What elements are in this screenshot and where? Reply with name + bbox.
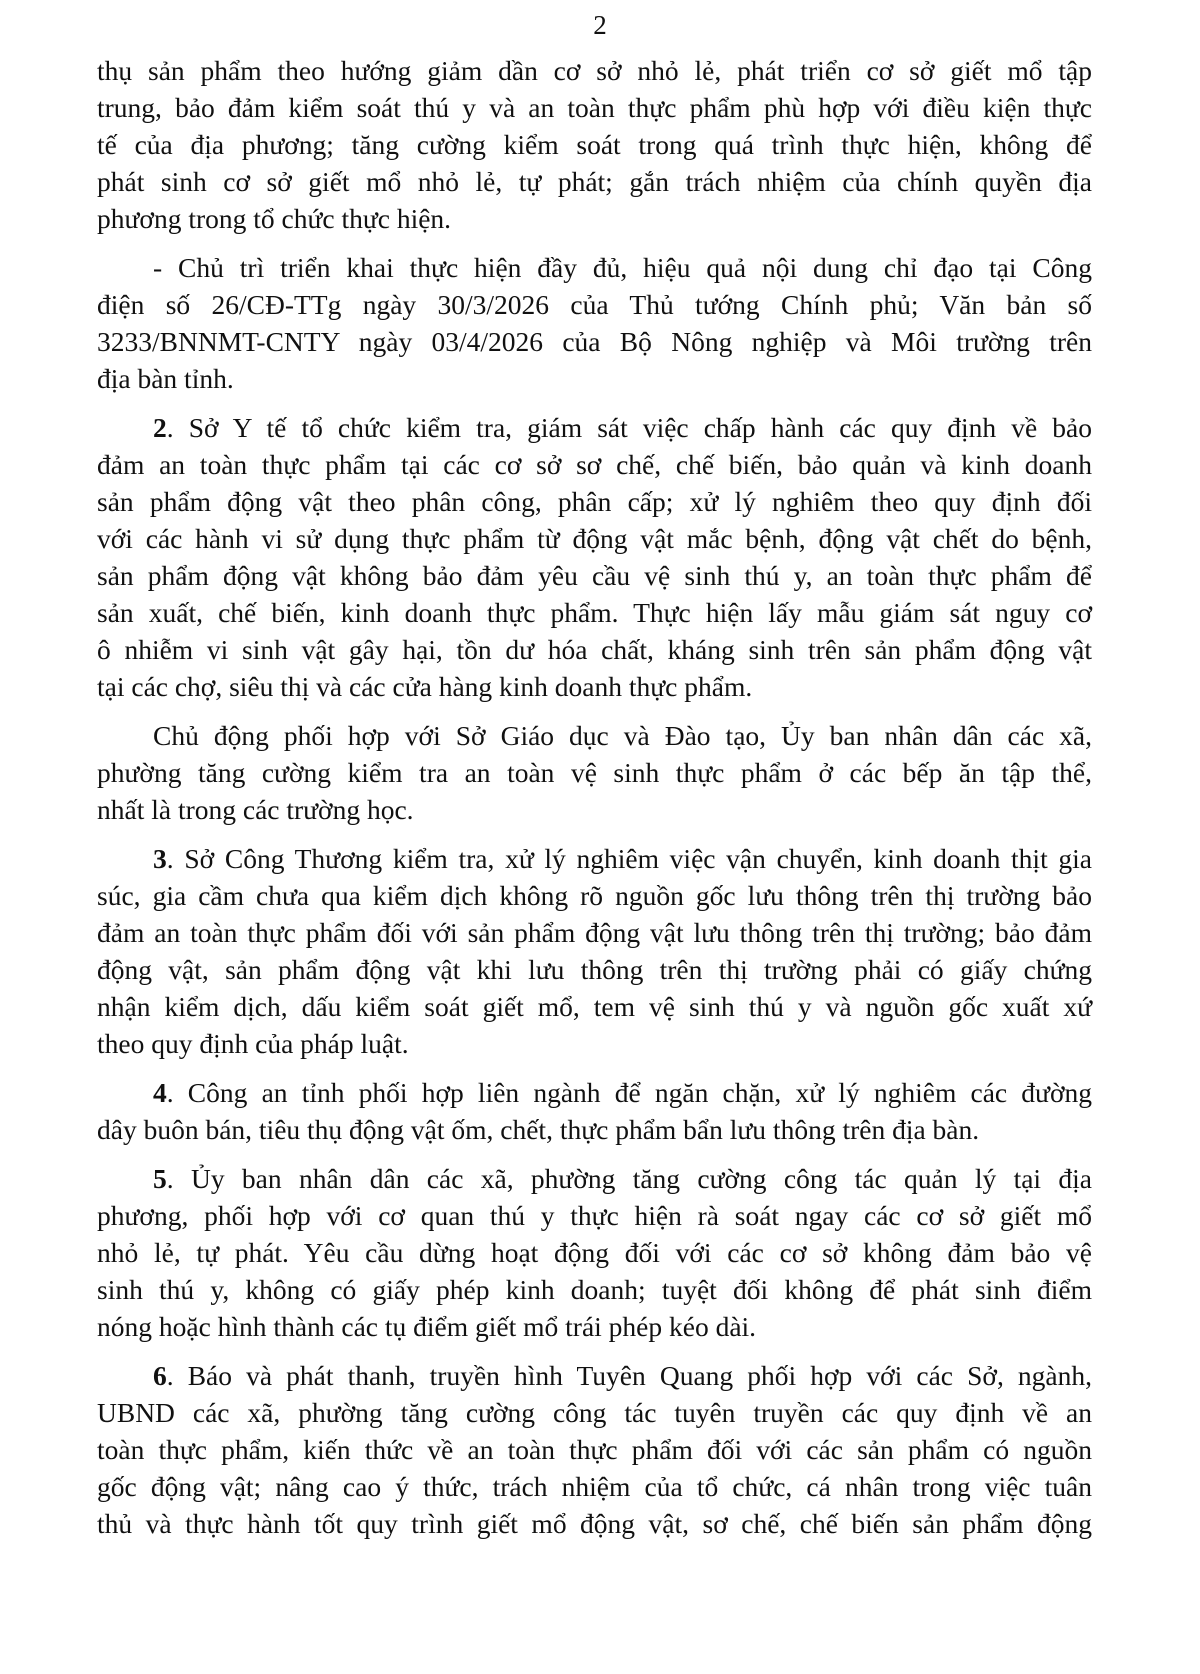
text-line: với các hành vi sử dụng thực phẩm từ động vật mắc bệnh, động vật chết do bệnh, [97,523,1092,554]
text-line: trung, bảo đảm kiểm soát thú y và an toàn thực phẩm phù hợp với điều kiện thực [97,92,1092,123]
text-line: phường tăng cường kiểm tra an toàn vệ sinh thực phẩm ở các bếp ăn tập thể, [97,757,1092,788]
text-line: ô nhiễm vi sinh vật gây hại, tồn dư hóa chất, kháng sinh trên sản phẩm động vật [97,634,1092,665]
paragraph-item-4 [97,1074,1092,1148]
text-line: dây buôn bán, tiêu thụ động vật ốm, chết, thực phẩm bẩn lưu thông trên địa bàn. [97,1114,980,1145]
text-line: gốc động vật; nâng cao ý thức, trách nhiệm của tổ chức, cá nhân trong việc tuân [97,1471,1092,1502]
text-line: phát sinh cơ sở giết mổ nhỏ lẻ, tự phát; gắn trách nhiệm của chính quyền địa [97,166,1092,197]
text-line: sản phẩm động vật không bảo đảm yêu cầu vệ sinh thú y, an toàn thực phẩm để [97,560,1092,591]
text-line: Chủ động phối hợp với Sở Giáo dục và Đào tạo, Ủy ban nhân dân các xã, [153,720,1092,751]
text-line: phương, phối hợp với cơ quan thú y thực hiện rà soát ngay các cơ sở giết mổ [97,1200,1092,1231]
text-line [97,1160,1092,1197]
text-line: nhất là trong các trường học. [97,794,414,825]
text-line: nhỏ lẻ, tự phát. Yêu cầu dừng hoạt động đối với các cơ sở không đảm bảo vệ [97,1237,1092,1268]
paragraph-item-3 [97,840,1092,1062]
text-line: tại các chợ, siêu thị và các cửa hàng kinh doanh thực phẩm. [97,671,753,702]
page-number: 2 [593,10,607,40]
item-number: 4 [153,1077,167,1108]
line-text: . Ủy ban nhân dân các xã, phường tăng cường công tác quản lý tại địa [166,1163,1092,1194]
item-number: 3 [153,843,167,874]
paragraph-coordination [97,717,1092,828]
text-line: đảm an toàn thực phẩm tại các cơ sở sơ chế, chế biến, bảo quản và kinh doanh [97,449,1092,480]
text-line [97,409,1092,446]
paragraph-continuation [97,52,1092,237]
paragraph-bullet-directive [97,249,1092,397]
text-line [97,1074,1092,1111]
text-line: theo quy định của pháp luật. [97,1028,409,1059]
text-line: - Chủ trì triển khai thực hiện đầy đủ, hiệu quả nội dung chỉ đạo tại Công [153,252,1092,283]
text-line: sản xuất, chế biến, kinh doanh thực phẩm. Thực hiện lấy mẫu giám sát nguy cơ [97,597,1092,628]
text-line: động vật, sản phẩm động vật khi lưu thông trên thị trường phải có giấy chứng [97,954,1092,985]
item-number: 5 [153,1163,167,1194]
paragraph-item-2 [97,409,1092,705]
paragraph-item-6 [97,1357,1092,1542]
text-line: sản phẩm động vật theo phân công, phân cấp; xử lý nghiêm theo quy định đối [97,486,1092,517]
text-line: điện số 26/CĐ-TTg ngày 30/3/2026 của Thủ tướng Chính phủ; Văn bản số [97,289,1092,320]
text-line [97,1357,1092,1394]
paragraph-item-5 [97,1160,1092,1345]
text-line: nóng hoặc hình thành các tụ điểm giết mổ trái phép kéo dài. [97,1311,757,1342]
document-body [97,52,1092,1542]
text-line: tế của địa phương; tăng cường kiểm soát trong quá trình thực hiện, không để [97,129,1092,160]
text-line: súc, gia cầm chưa qua kiểm dịch không rõ nguồn gốc lưu thông trên thị trường bảo [97,880,1092,911]
text-line: đảm an toàn thực phẩm đối với sản phẩm động vật lưu thông trên thị trường; bảo đảm [97,917,1092,948]
text-line: toàn thực phẩm, kiến thức về an toàn thực phẩm đối với các sản phẩm có nguồn [97,1434,1092,1465]
line-text: . Sở Y tế tổ chức kiểm tra, giám sát việc chấp hành các quy định về bảo [166,412,1092,443]
line-text: . Báo và phát thanh, truyền hình Tuyên Quang phối hợp với các Sở, ngành, [166,1360,1092,1391]
text-line: phương trong tổ chức thực hiện. [97,203,452,234]
text-line: thủ và thực hành tốt quy trình giết mổ động vật, sơ chế, chế biến sản phẩm động [97,1508,1092,1539]
text-line: địa bàn tỉnh. [97,363,234,394]
text-line: sinh thú y, không có giấy phép kinh doanh; tuyệt đối không để phát sinh điểm [97,1274,1092,1305]
line-text: . Sở Công Thương kiểm tra, xử lý nghiêm việc vận chuyển, kinh doanh thịt gia [166,843,1092,874]
text-line: nhận kiểm dịch, dấu kiểm soát giết mổ, tem vệ sinh thú y và nguồn gốc xuất xứ [97,991,1092,1022]
text-line: UBND các xã, phường tăng cường công tác tuyên truyền các quy định về an [97,1397,1092,1428]
item-number: 2 [153,412,167,443]
item-number: 6 [153,1360,167,1391]
line-text: . Công an tỉnh phối hợp liên ngành để ngăn chặn, xử lý nghiêm các đường [166,1077,1092,1108]
text-line [97,840,1092,877]
text-line: thụ sản phẩm theo hướng giảm dần cơ sở nhỏ lẻ, phát triển cơ sở giết mổ tập [97,55,1092,86]
text-line: 3233/BNNMT-CNTY ngày 03/4/2026 của Bộ Nông nghiệp và Môi trường trên [97,326,1092,357]
